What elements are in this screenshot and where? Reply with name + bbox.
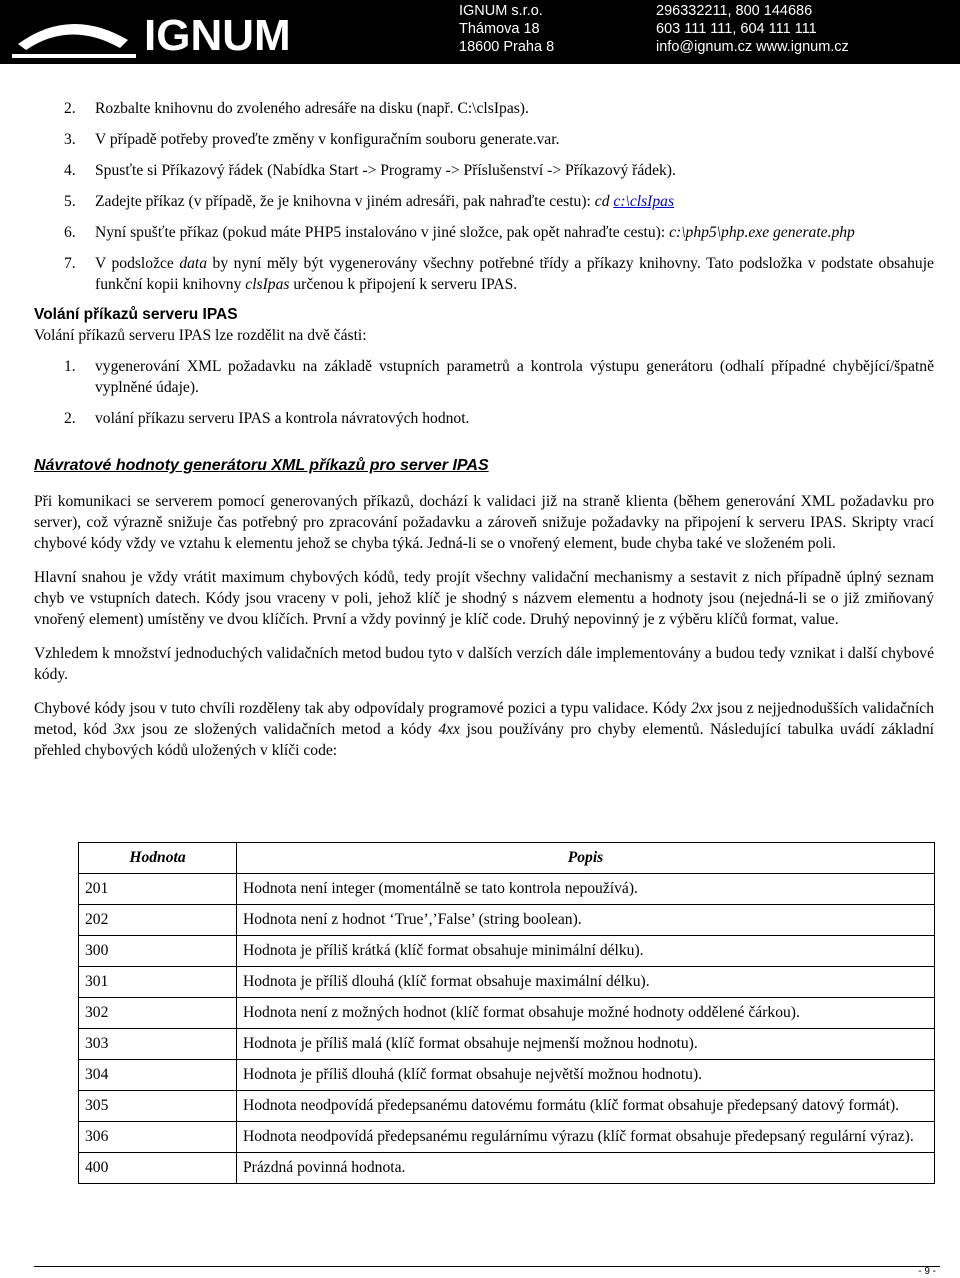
- logo-text: IGNUM: [144, 11, 291, 60]
- table-row: 301 Hodnota je příliš dlouhá (klíč format obsahuje maximální délku).: [79, 967, 935, 998]
- page-header: [0, 0, 960, 64]
- table-row: 302 Hodnota není z možných hodnot (klíč format obsahuje možné hodnoty oddělené čárkou).: [79, 998, 935, 1029]
- document-body: [34, 98, 934, 774]
- company-street: Thámova 18: [459, 21, 540, 37]
- table-row: 300 Hodnota je příliš krátká (klíč format obsahuje minimální délku).: [79, 936, 935, 967]
- table-row: 400 Prázdná povinná hodnota.: [79, 1153, 935, 1184]
- paragraph: Při komunikaci se serverem pomocí generovaných příkazů, dochází k validaci již na straně klienta (během generování XML požadavku pro server), což výrazně snižuje čas potřebný pro zpracování požadavku a zároveň snižuje požadavky na připojení k serveru IPAS. Skripty vrací chybové kódy vždy ve vztahu k elementu jehož se chyba týká. Jedná-li se o vnořený element, bude chyba také ve složeném poli.: [34, 493, 934, 552]
- company-name: IGNUM s.r.o.: [459, 3, 543, 19]
- path-link[interactable]: c:\clsIpas: [613, 193, 675, 210]
- contact-web[interactable]: info@ignum.cz www.ignum.cz: [656, 39, 849, 55]
- list-item: 6. Nyní spušťte příkaz (pokud máte PHP5 instalováno v jiné složce, pak opět nahraďte cestu): c:\php5\php.exe generate.php: [64, 224, 855, 241]
- contact-phone-2: 603 111 111, 604 111 111: [656, 21, 817, 37]
- section-heading-calls: Volání příkazů serveru IPAS: [34, 306, 238, 323]
- ignum-logo: [10, 4, 310, 60]
- list-item: 5. Zadejte příkaz (v případě, že je knihovna v jiném adresáři, pak nahraďte cestu): cd c:\clsIpas: [64, 193, 675, 210]
- table-row: 305 Hodnota neodpovídá předepsanému datovému formátu (klíč format obsahuje předepsaný datový formát).: [79, 1091, 935, 1122]
- call-steps: [34, 356, 934, 429]
- list-item: 7. V podsložce data by nyní měly být vygenerovány všechny potřebné třídy a příkazy knihovny. Tato podsložka v podstate obsahuje funkční kopii knihovny clsIpas určenou k připojení k serveru IPAS.: [64, 255, 934, 293]
- paragraph: Hlavní snahou je vždy vrátit maximum chybových kódů, tedy projít všechny validační mechanismy a sestavit z nich případně úplný seznam chyb ve vstupních datech. Kódy jsou vraceny v poli, jehož klíč je shodný s názvem elementu a hodnoty jsou (nejedná-li se o již zmiňovaný vnořený element) umístěny ve dvou klíčích. První a vždy povinný je klíč code. Druhý nepovinný je z výběru klíčů format, value.: [34, 569, 934, 628]
- table-row: 201 Hodnota není integer (momentálně se tato kontrola nepoužívá).: [79, 874, 935, 905]
- list-item: 3. V případě potřeby proveďte změny v konfiguračním souboru generate.var.: [64, 131, 560, 148]
- list-item: 1. vygenerování XML požadavku na základě vstupních parametrů a kontrola výstupu generátoru (odhalí případné chybějící/špatně vyplněné údaje).: [64, 358, 934, 396]
- list-item: 2. Rozbalte knihovnu do zvoleného adresáře na disku (např. C:\clsIpas).: [64, 100, 529, 117]
- paragraph: Vzhledem k množství jednoduchých validačních metod budou tyto v dalších verzích dále implementovány a budou tedy vznikat i další chybové kódy.: [34, 645, 934, 683]
- column-header-value: Hodnota: [79, 843, 237, 874]
- company-contact: [656, 2, 849, 56]
- table-header-row: [79, 843, 935, 874]
- company-city: 18600 Praha 8: [459, 39, 555, 55]
- table-row: 304 Hodnota je příliš dlouhá (klíč format obsahuje největší možnou hodnotu).: [79, 1060, 935, 1091]
- list-item: 2. volání příkazu serveru IPAS a kontrola návratových hodnot.: [64, 410, 470, 427]
- contact-phone-1: 296332211, 800 144686: [656, 3, 813, 19]
- column-header-description: Popis: [237, 843, 935, 874]
- footer-divider: [34, 1266, 940, 1267]
- section-heading-return-values: Návratové hodnoty generátoru XML příkazů pro server IPAS: [34, 457, 489, 474]
- paragraph: Chybové kódy jsou v tuto chvíli rozděleny tak aby odpovídaly programové pozici a typu validace. Kódy 2xx jsou z nejjednodušších validačních metod, kód 3xx jsou ze složených validačních metod a kódy 4xx jsou používány pro chyby elementů. Následující tabulka uvádí základní přehled chybových kódů uložených v klíči code:: [34, 700, 934, 759]
- company-address: [459, 2, 554, 56]
- section-intro: Volání příkazů serveru IPAS lze rozdělit na dvě části:: [34, 327, 367, 344]
- error-codes-table: [78, 842, 935, 1184]
- table-row: 202 Hodnota není z hodnot ‘True’,’False’ (string boolean).: [79, 905, 935, 936]
- page-number: - 9 -: [918, 1266, 936, 1277]
- list-item: 4. Spusťte si Příkazový řádek (Nabídka Start -> Programy -> Příslušenství -> Příkazový řádek).: [64, 162, 676, 179]
- table-row: 306 Hodnota neodpovídá předepsanému regulárnímu výrazu (klíč format obsahuje předepsaný regulární výraz).: [79, 1122, 935, 1153]
- table-row: 303 Hodnota je příliš malá (klíč format obsahuje nejmenší možnou hodnotu).: [79, 1029, 935, 1060]
- install-steps: [34, 98, 934, 295]
